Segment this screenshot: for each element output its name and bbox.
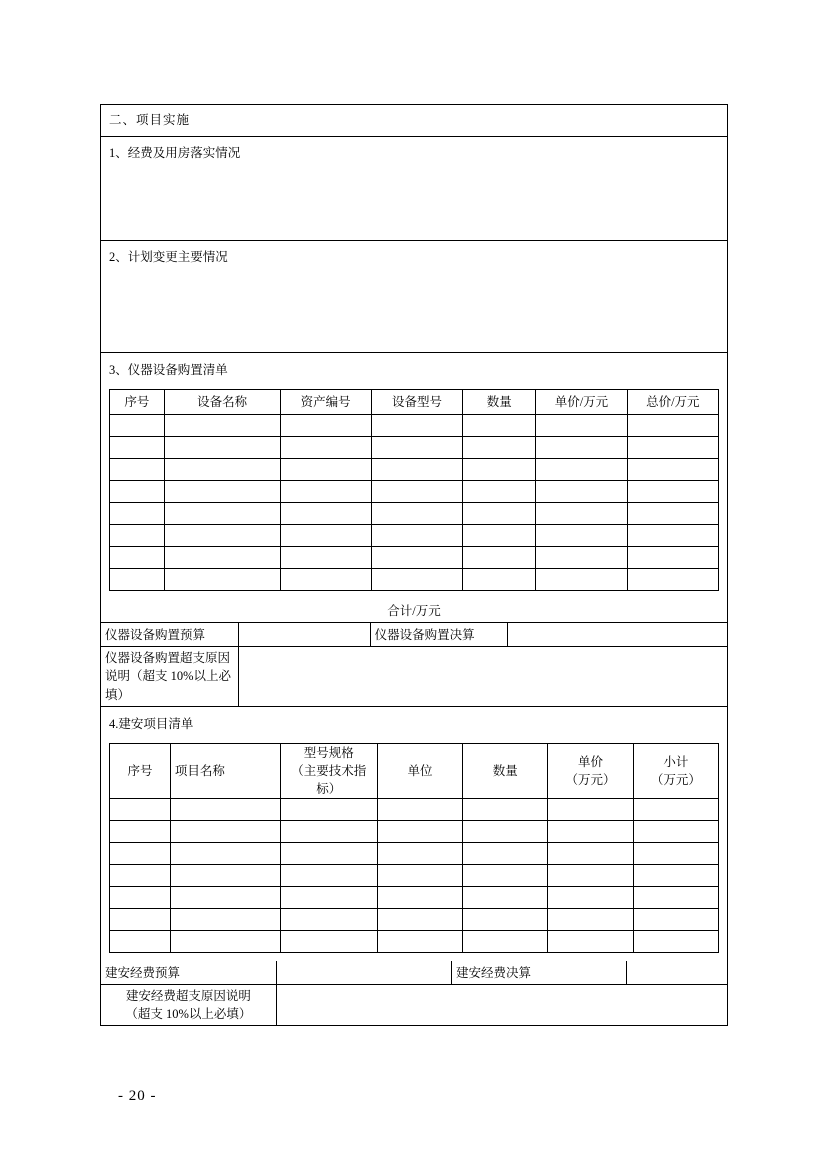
- construction-final-label: 建安经费决算: [452, 961, 627, 985]
- construction-overrun-row: [101, 985, 727, 1026]
- table-row[interactable]: [110, 503, 719, 525]
- cell[interactable]: [463, 821, 548, 843]
- block-label-funding[interactable]: 1、经费及用房落实情况: [101, 137, 728, 241]
- cell[interactable]: [371, 525, 462, 547]
- cell[interactable]: [280, 843, 377, 865]
- cell[interactable]: [548, 865, 633, 887]
- total-row: [101, 599, 727, 623]
- cell[interactable]: [280, 481, 371, 503]
- cell[interactable]: [627, 569, 718, 591]
- cell[interactable]: [371, 481, 462, 503]
- cell[interactable]: [463, 799, 548, 821]
- block-row-funding: [101, 137, 728, 241]
- table-row[interactable]: [110, 843, 719, 865]
- cell[interactable]: [536, 415, 627, 437]
- construction-col-5-line1: 单价: [578, 754, 604, 769]
- construction-col-2: [280, 743, 377, 798]
- cell[interactable]: [280, 887, 377, 909]
- construction-col-3-line1: 单位: [407, 763, 433, 778]
- construction-col-0-line1: 序号: [127, 763, 153, 778]
- construction-budget-label: 建安经费预算: [101, 961, 276, 985]
- table-row[interactable]: [110, 821, 719, 843]
- equipment-section-row: [101, 353, 728, 600]
- cell[interactable]: [548, 843, 633, 865]
- equipment-col-3: 设备型号: [371, 390, 462, 415]
- construction-col-2-line2: （主要技术指: [291, 763, 367, 778]
- cell[interactable]: [377, 909, 462, 931]
- main-form-table: [100, 104, 728, 1026]
- equipment-col-4: 数量: [463, 390, 536, 415]
- table-row[interactable]: [110, 415, 719, 437]
- cell[interactable]: [377, 843, 462, 865]
- cell[interactable]: [633, 821, 718, 843]
- cell[interactable]: [463, 459, 536, 481]
- equipment-overrun-value[interactable]: [239, 647, 727, 706]
- construction-header-row: [110, 743, 719, 798]
- cell[interactable]: [627, 481, 718, 503]
- cell[interactable]: [633, 799, 718, 821]
- cell[interactable]: [110, 843, 171, 865]
- cell[interactable]: [170, 821, 280, 843]
- cell[interactable]: [110, 887, 171, 909]
- cell[interactable]: [110, 525, 165, 547]
- cell[interactable]: [463, 865, 548, 887]
- cell[interactable]: [110, 865, 171, 887]
- cell[interactable]: [633, 843, 718, 865]
- cell[interactable]: [377, 865, 462, 887]
- cell[interactable]: [377, 887, 462, 909]
- cell[interactable]: [536, 569, 627, 591]
- cell[interactable]: [164, 503, 280, 525]
- cell[interactable]: [548, 799, 633, 821]
- cell[interactable]: [110, 481, 165, 503]
- cell[interactable]: [110, 459, 165, 481]
- equipment-budget-label: 仪器设备购置预算: [101, 623, 239, 647]
- cell[interactable]: [170, 865, 280, 887]
- construction-title: 4.建安项目清单: [109, 716, 194, 731]
- cell[interactable]: [280, 547, 371, 569]
- equipment-final-value[interactable]: [508, 623, 727, 647]
- cell[interactable]: [536, 525, 627, 547]
- cell[interactable]: [463, 887, 548, 909]
- cell[interactable]: [280, 931, 377, 953]
- cell[interactable]: [633, 887, 718, 909]
- equipment-overrun-label: 仪器设备购置超支原因说明（超支 10%以上必填）: [101, 647, 239, 706]
- construction-col-2-line3: 标）: [316, 782, 342, 796]
- equipment-total-cell: [101, 599, 728, 706]
- construction-col-6: [633, 743, 718, 798]
- construction-col-6-line1: 小计: [663, 754, 689, 769]
- equipment-col-0: 序号: [110, 390, 165, 415]
- cell[interactable]: [627, 547, 718, 569]
- cell[interactable]: [463, 525, 536, 547]
- cell[interactable]: [164, 437, 280, 459]
- section-title: 二、项目实施: [101, 105, 728, 137]
- cell[interactable]: [280, 799, 377, 821]
- equipment-summary-table: [101, 599, 727, 705]
- cell[interactable]: [110, 415, 165, 437]
- block-row-planchange: [101, 241, 728, 353]
- equipment-col-6: 总价/万元: [627, 390, 718, 415]
- construction-col-1: [170, 743, 280, 798]
- cell[interactable]: [627, 437, 718, 459]
- cell[interactable]: [377, 799, 462, 821]
- equipment-table-wrap: [101, 383, 727, 599]
- cell[interactable]: [536, 437, 627, 459]
- cell[interactable]: [280, 437, 371, 459]
- construction-section-row: [101, 706, 728, 961]
- cell[interactable]: [371, 415, 462, 437]
- construction-table: [109, 743, 719, 953]
- cell[interactable]: [170, 799, 280, 821]
- construction-budget-row: [101, 961, 727, 985]
- cell[interactable]: [110, 931, 171, 953]
- page-number: - 20 -: [118, 1088, 157, 1104]
- table-row[interactable]: [110, 437, 719, 459]
- equipment-title: 3、仪器设备购置清单: [109, 363, 228, 378]
- cell[interactable]: [371, 437, 462, 459]
- cell[interactable]: [463, 503, 536, 525]
- cell[interactable]: [371, 569, 462, 591]
- equipment-final-label: 仪器设备购置决算: [370, 623, 508, 647]
- table-row[interactable]: [110, 931, 719, 953]
- cell[interactable]: [280, 459, 371, 481]
- cell[interactable]: [536, 459, 627, 481]
- cell[interactable]: [463, 415, 536, 437]
- cell[interactable]: [633, 909, 718, 931]
- cell[interactable]: [110, 821, 171, 843]
- cell[interactable]: [627, 525, 718, 547]
- cell[interactable]: [110, 909, 171, 931]
- cell[interactable]: [371, 547, 462, 569]
- cell[interactable]: [463, 481, 536, 503]
- cell[interactable]: [536, 503, 627, 525]
- cell[interactable]: [371, 459, 462, 481]
- cell[interactable]: [377, 931, 462, 953]
- cell[interactable]: [633, 931, 718, 953]
- cell[interactable]: [463, 437, 536, 459]
- section-title-row: [101, 105, 728, 137]
- table-row[interactable]: [110, 459, 719, 481]
- construction-col-3: [377, 743, 462, 798]
- construction-budget-value[interactable]: [276, 961, 451, 985]
- construction-table-wrap: [101, 737, 727, 961]
- form-sheet: [100, 104, 728, 1026]
- cell[interactable]: [548, 821, 633, 843]
- cell[interactable]: [627, 503, 718, 525]
- construction-summary-cell: [101, 961, 728, 1026]
- equipment-col-1: 设备名称: [164, 390, 280, 415]
- table-row[interactable]: [110, 481, 719, 503]
- construction-col-5: [548, 743, 633, 798]
- cell[interactable]: [170, 909, 280, 931]
- cell[interactable]: [627, 459, 718, 481]
- construction-col-6-line2: （万元）: [650, 772, 701, 787]
- table-row[interactable]: [110, 909, 719, 931]
- cell[interactable]: [280, 821, 377, 843]
- cell[interactable]: [170, 887, 280, 909]
- cell[interactable]: [110, 503, 165, 525]
- construction-col-5-line2: （万元）: [565, 772, 616, 787]
- table-row[interactable]: [110, 547, 719, 569]
- cell[interactable]: [548, 887, 633, 909]
- table-row[interactable]: [110, 799, 719, 821]
- cell[interactable]: [164, 569, 280, 591]
- cell[interactable]: [280, 909, 377, 931]
- cell[interactable]: [463, 843, 548, 865]
- cell[interactable]: [627, 415, 718, 437]
- cell[interactable]: [280, 865, 377, 887]
- cell[interactable]: [110, 547, 165, 569]
- cell[interactable]: [536, 481, 627, 503]
- equipment-total-row: [101, 599, 728, 706]
- cell[interactable]: [463, 909, 548, 931]
- cell[interactable]: [170, 843, 280, 865]
- cell[interactable]: [463, 547, 536, 569]
- cell[interactable]: [164, 525, 280, 547]
- cell[interactable]: [371, 503, 462, 525]
- cell[interactable]: [280, 569, 371, 591]
- cell[interactable]: [164, 415, 280, 437]
- equipment-header-row: [110, 390, 719, 415]
- cell[interactable]: [377, 821, 462, 843]
- construction-summary-table: [101, 961, 727, 1025]
- construction-overrun-value[interactable]: [276, 985, 727, 1026]
- cell[interactable]: [548, 909, 633, 931]
- construction-col-1-line1: 项目名称: [174, 763, 225, 778]
- table-row[interactable]: [110, 569, 719, 591]
- cell[interactable]: [633, 865, 718, 887]
- construction-section-cell: [101, 706, 728, 961]
- overrun-row: [101, 647, 727, 706]
- cell[interactable]: [280, 415, 371, 437]
- construction-final-value[interactable]: [627, 961, 727, 985]
- cell[interactable]: [548, 931, 633, 953]
- block-label-planchange[interactable]: 2、计划变更主要情况: [101, 241, 728, 353]
- cell[interactable]: [110, 569, 165, 591]
- construction-summary-row: [101, 961, 728, 1026]
- equipment-col-2: 资产编号: [280, 390, 371, 415]
- equipment-section-cell: [101, 353, 728, 600]
- construction-col-0: [110, 743, 171, 798]
- cell[interactable]: [280, 525, 371, 547]
- construction-overrun-label-line2: （超支 10%以上必填）: [125, 1007, 252, 1022]
- cell[interactable]: [164, 547, 280, 569]
- cell[interactable]: [463, 569, 536, 591]
- table-row[interactable]: [110, 525, 719, 547]
- equipment-budget-value[interactable]: [239, 623, 370, 647]
- construction-col-4: [463, 743, 548, 798]
- construction-col-4-line1: 数量: [492, 763, 518, 778]
- construction-overrun-label: [101, 985, 276, 1026]
- construction-overrun-label-line1: 建安经费超支原因说明: [125, 989, 251, 1004]
- cell[interactable]: [110, 437, 165, 459]
- construction-col-2-line1: 型号规格: [303, 745, 354, 760]
- cell[interactable]: [463, 931, 548, 953]
- total-label: 合计/万元: [101, 599, 727, 623]
- cell[interactable]: [536, 547, 627, 569]
- equipment-table: [109, 389, 719, 591]
- equipment-col-5: 单价/万元: [536, 390, 627, 415]
- cell[interactable]: [170, 931, 280, 953]
- table-row[interactable]: [110, 865, 719, 887]
- cell[interactable]: [110, 799, 171, 821]
- cell[interactable]: [280, 503, 371, 525]
- cell[interactable]: [164, 481, 280, 503]
- table-row[interactable]: [110, 887, 719, 909]
- budget-row: [101, 623, 727, 647]
- cell[interactable]: [164, 459, 280, 481]
